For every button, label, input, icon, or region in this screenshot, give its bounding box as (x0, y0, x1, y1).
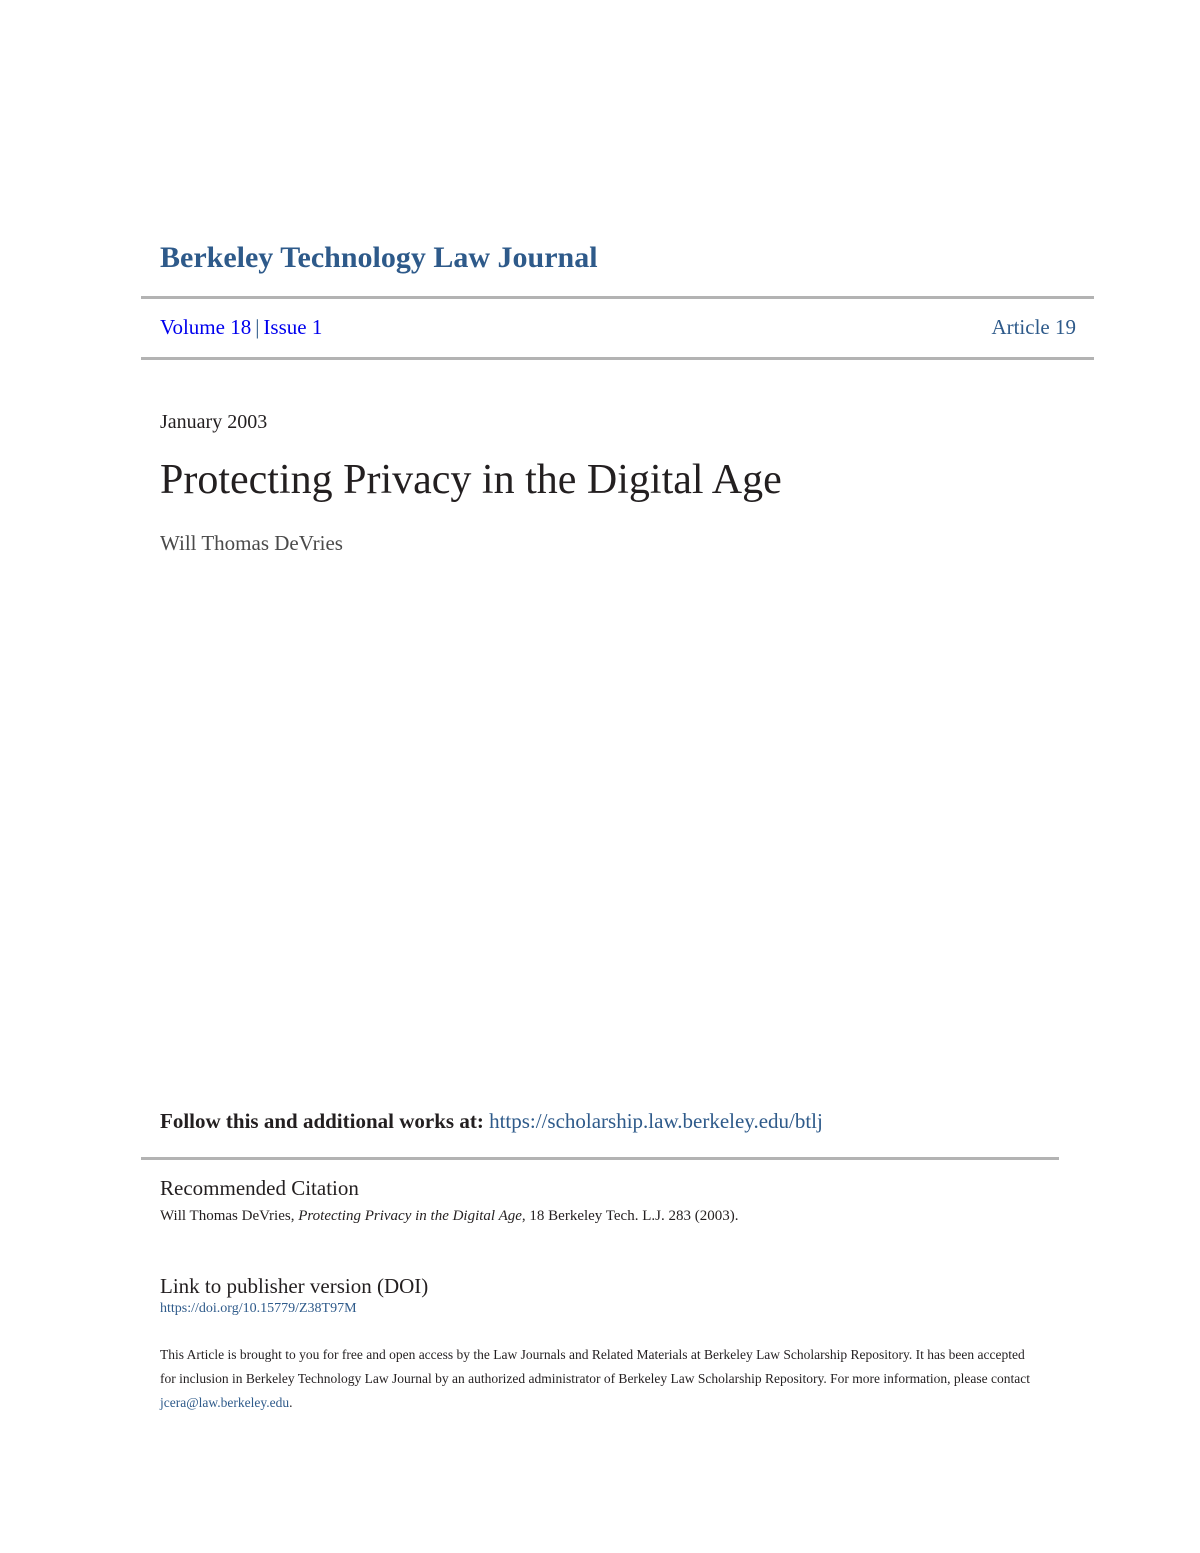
journal-title[interactable]: Berkeley Technology Law Journal (160, 241, 598, 274)
header-top-rule (141, 296, 1094, 299)
contact-email-link[interactable]: jcera@law.berkeley.edu (160, 1395, 290, 1410)
notice-text: This Article is brought to you for free and open access by the Law Journals and Related Materials at Berkeley Law Scholarship Repository. It has been accepted for inclusion in Berkeley Technology Law Journal by an authorized administrator of Berkeley Law Scholarship Repository. For more information, please contact (160, 1347, 1030, 1386)
access-notice (160, 1343, 1040, 1415)
repository-link[interactable]: https://scholarship.law.berkeley.edu/btlj (489, 1109, 823, 1133)
header-bottom-rule (141, 357, 1094, 360)
volume-issue-line (160, 315, 322, 340)
volume-issue-separator: | (255, 315, 260, 339)
notice-end: . (289, 1395, 293, 1410)
publication-date: January 2003 (160, 411, 268, 433)
author-name: Will Thomas DeVries (160, 531, 343, 555)
footer-rule (141, 1157, 1059, 1160)
citation-author: Will Thomas DeVries, (160, 1208, 299, 1224)
follow-label: Follow this and additional works at: (160, 1109, 484, 1133)
citation-text (160, 1208, 738, 1225)
follow-line (160, 1109, 823, 1134)
doi-heading: Link to publisher version (DOI) (160, 1274, 429, 1298)
citation-heading: Recommended Citation (160, 1176, 359, 1200)
article-title: Protecting Privacy in the Digital Age (160, 457, 782, 503)
volume-link[interactable]: Volume 18 (160, 315, 252, 339)
article-number-link[interactable]: Article 19 (991, 315, 1076, 339)
doi-link[interactable]: https://doi.org/10.15779/Z38T97M (160, 1301, 357, 1316)
citation-title: Protecting Privacy in the Digital Age (298, 1208, 522, 1224)
citation-source: , 18 Berkeley Tech. L.J. 283 (2003). (521, 1208, 739, 1224)
issue-link[interactable]: Issue 1 (263, 315, 323, 339)
